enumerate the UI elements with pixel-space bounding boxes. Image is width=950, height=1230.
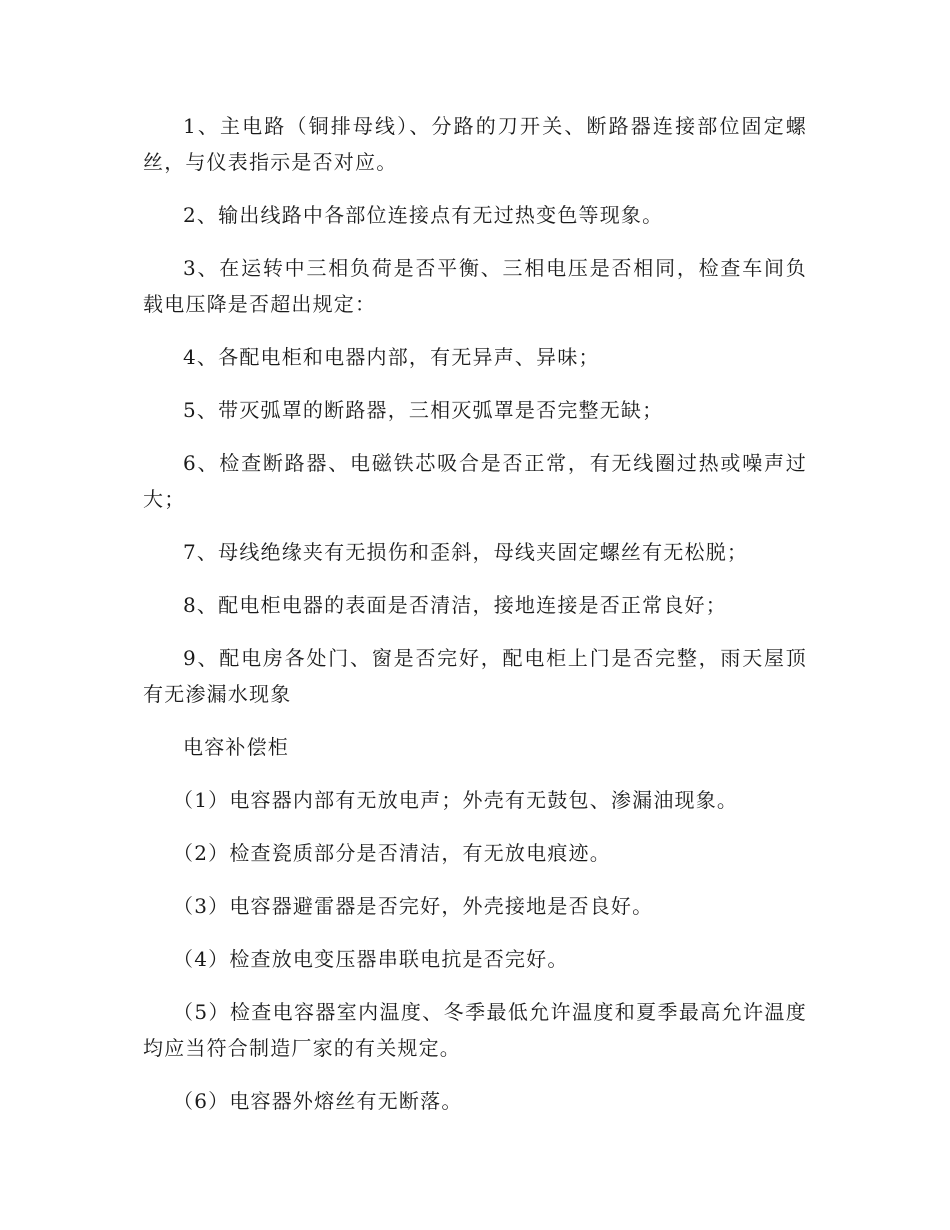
capacitor-check-item-6: （6）电容器外熔丝有无断落。	[173, 1089, 463, 1113]
paragraph-item-5: 5、带灭弧罩的断路器，三相灭弧罩是否完整无缺；	[183, 398, 664, 422]
paragraph-item-3: 3、在运转中三相负荷是否平衡、三相电压是否相同，检查车间负载电压降是否超出规定：	[143, 256, 807, 316]
capacitor-check-item-2: （2）检查瓷质部分是否清洁，有无放电痕迹。	[173, 841, 611, 865]
section-heading-capacitor-cabinet: 电容补偿柜	[183, 735, 289, 759]
paragraph-item-7: 7、母线绝缘夹有无损伤和歪斜，母线夹固定螺丝有无松脱；	[183, 540, 749, 564]
capacitor-check-item-5: （5）检查电容器室内温度、冬季最低允许温度和夏季最高允许温度均应当符合制造厂家的有关规定。	[143, 1000, 807, 1060]
capacitor-check-item-4: （4）检查放电变压器串联电抗是否完好。	[173, 947, 569, 971]
document-body	[143, 108, 807, 1136]
paragraph-item-2: 2、输出线路中各部位连接点有无过热变色等现象。	[183, 203, 664, 227]
paragraph-item-8: 8、配电柜电器的表面是否清洁，接地连接是否正常良好；	[183, 593, 727, 617]
paragraph-item-9: 9、配电房各处门、窗是否完好，配电柜上门是否完整，雨天屋顶有无渗漏水现象	[143, 646, 807, 706]
paragraph-item-1: 1、主电路（铜排母线）、分路的刀开关、断路器连接部位固定螺丝，与仪表指示是否对应。	[143, 114, 807, 174]
paragraph-item-6: 6、检查断路器、电磁铁芯吸合是否正常，有无线圈过热或噪声过大；	[143, 451, 807, 511]
capacitor-check-item-1: （1）电容器内部有无放电声；外壳有无鼓包、渗漏油现象。	[173, 788, 739, 812]
paragraph-item-4: 4、各配电柜和电器内部，有无异声、异味；	[183, 345, 600, 369]
capacitor-check-item-3: （3）电容器避雷器是否完好，外壳接地是否良好。	[173, 894, 654, 918]
